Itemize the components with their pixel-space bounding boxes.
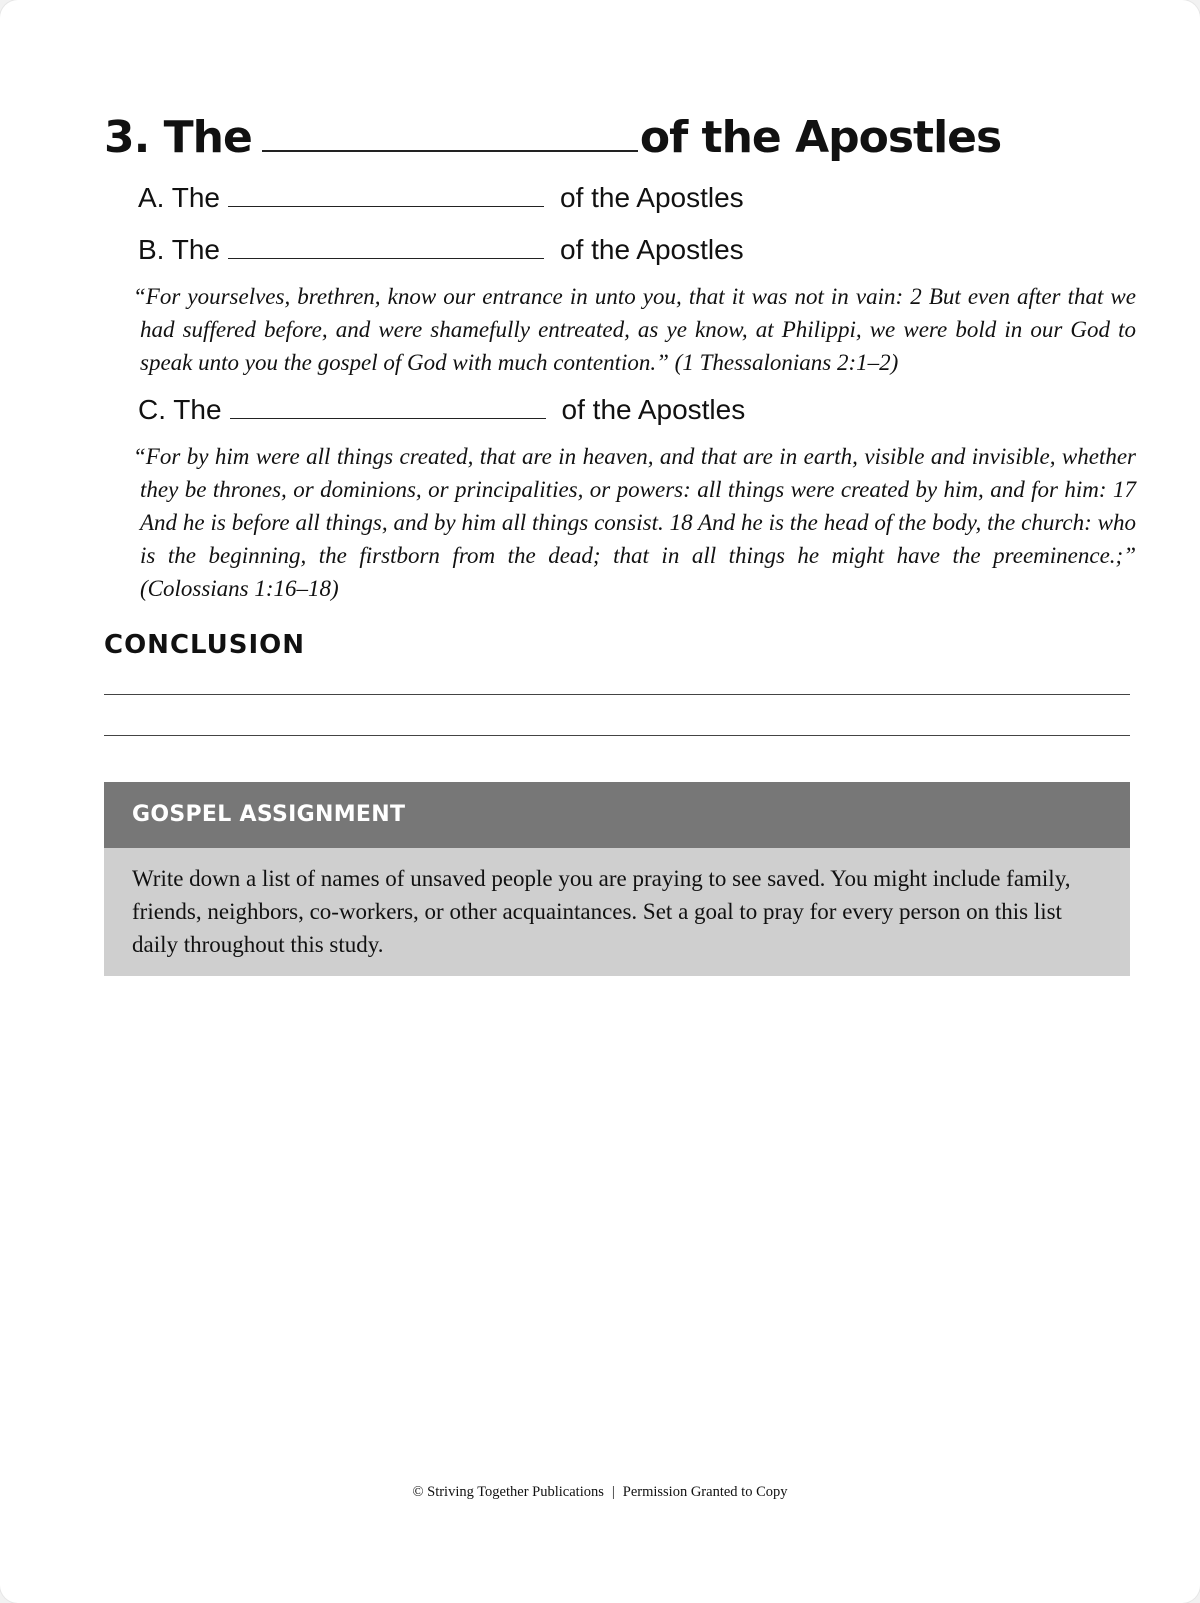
point-fill-in-blank [230,396,546,419]
conclusion-heading: CONCLUSION [104,630,306,660]
assignment-text: Write down a list of names of unsaved people you are praying to see saved. You might include family, friends, neighbors, co-workers, or other acquaintances. Set a goal to pray for every person on this list daily throughout this study. [132,866,1071,957]
main-heading [104,110,1001,166]
point-suffix: of the Apostles [560,182,744,213]
point-c [138,392,745,428]
point-letter: A. [138,182,165,213]
point-b [138,232,744,268]
scripture-quote-colossians: “For by him were all things created, that are in heaven, and that are in earth, visible and invisible, whether they be thrones, or dominions, or principalities, or powers: all things were created by him, and for him: 17 And he is before all things, and by him all things consist. 18 And he is the head of the body, the church: who is the beginning, the firstborn from the dead; that in all things he might have the preeminence.;” (Colossians 1:16–18) [133,444,1136,601]
page-footer [0,1484,1200,1501]
assignment-body [104,848,1130,976]
point-letter: C. [138,394,166,425]
assignment-title: GOSPEL ASSIGNMENT [132,802,406,827]
point-prefix: The [171,234,220,265]
heading-fill-in-blank [262,116,638,152]
point-fill-in-blank [228,184,544,207]
footer-permission: Permission Granted to Copy [622,1484,788,1500]
point-suffix: of the Apostles [560,234,744,265]
scripture-quote-thessalonians: “For yourselves, brethren, know our entrance in unto you, that it was not in vain: 2 But even after that we had suffered before, and were shamefully entreated, as ye know, at Philippi, we were bold in our God to speak unto you the gospel of God with much contention.” (1 Thessalonians 2:1–2) [133,284,1136,375]
point-prefix: The [171,182,220,213]
footer-copyright: © Striving Together Publications [412,1484,604,1500]
heading-number: 3. [104,112,150,163]
point-suffix: of the Apostles [561,394,746,425]
assignment-header [104,782,1130,848]
point-fill-in-blank [228,236,544,259]
heading-suffix: of the Apostles [639,112,1002,163]
point-prefix: The [173,394,222,425]
footer-separator: | [611,1484,615,1500]
conclusion-write-line [104,735,1130,736]
point-a [138,180,744,216]
conclusion-write-line [104,694,1130,695]
point-letter: B. [138,234,165,265]
heading-prefix: The [163,112,252,163]
